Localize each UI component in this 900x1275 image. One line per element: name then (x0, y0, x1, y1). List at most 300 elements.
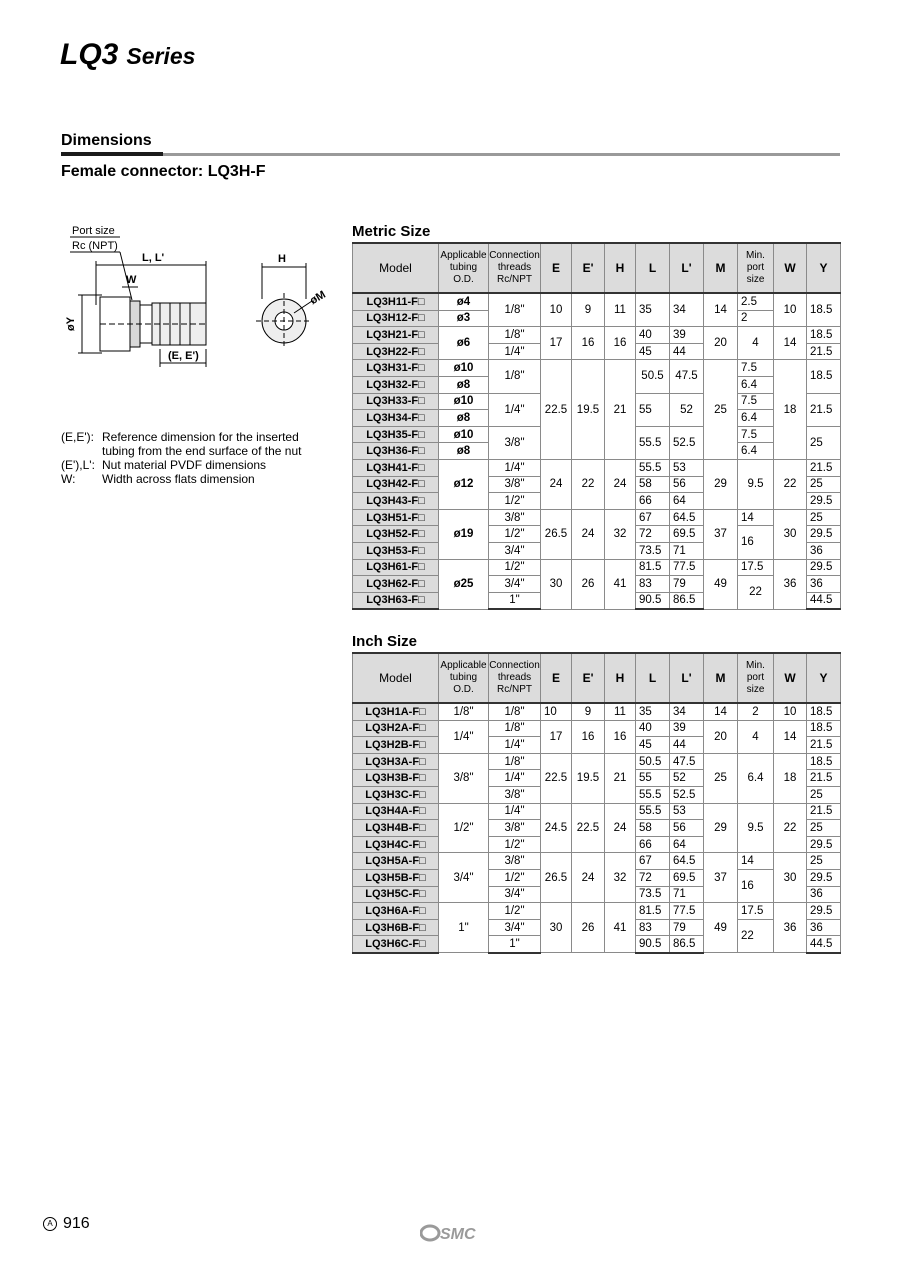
model-cell: LQ3H21-F□ (353, 327, 439, 344)
y-cell: 21.5 (807, 393, 841, 426)
l2-cell: 79 (670, 919, 704, 936)
table-row (353, 509, 841, 526)
diagram-h-label: H (278, 253, 286, 265)
tubing-cell: ø3 (439, 310, 489, 327)
threads-cell: 1" (489, 592, 541, 609)
m-cell: 25 (704, 753, 738, 803)
table-row (353, 720, 841, 737)
l-cell: 73.5 (636, 886, 670, 903)
e-cell: 10 (541, 293, 572, 327)
page-number-text: 916 (63, 1215, 90, 1232)
min-port-cell: 2 (738, 703, 774, 720)
l2-cell: 52.5 (670, 426, 704, 459)
col-h: H (605, 243, 636, 293)
col-min-port: Min. port size (738, 243, 774, 293)
y-cell: 29.5 (807, 493, 841, 510)
col-tubing: Applicable tubing O.D. (439, 653, 489, 703)
min-port-cell: 6.4 (738, 376, 774, 393)
h-cell: 11 (605, 293, 636, 327)
l-cell: 67 (636, 509, 670, 526)
note-key: (E'),L': (61, 458, 95, 472)
threads-cell: 1/4" (489, 770, 541, 787)
l-cell: 55.5 (636, 459, 670, 476)
min-port-cell: 17.5 (738, 903, 774, 920)
table-row (353, 327, 841, 344)
min-port-cell: 6.4 (738, 443, 774, 460)
e-cell: 17 (541, 327, 572, 360)
h-cell: 11 (605, 703, 636, 720)
threads-cell: 1" (489, 936, 541, 953)
min-port-cell: 9.5 (738, 459, 774, 509)
model-cell: LQ3H2A-F□ (353, 720, 439, 737)
threads-cell: 3/8" (489, 786, 541, 803)
model-cell: LQ3H22-F□ (353, 343, 439, 360)
m-cell: 49 (704, 903, 738, 953)
smc-logo (420, 1222, 480, 1244)
model-cell: LQ3H61-F□ (353, 559, 439, 576)
y-cell: 29.5 (807, 869, 841, 886)
l-cell: 50.5 (636, 753, 670, 770)
model-cell: LQ3H4A-F□ (353, 803, 439, 820)
threads-cell: 1/4" (489, 459, 541, 476)
l2-cell: 86.5 (670, 592, 704, 609)
col-y: Y (807, 653, 841, 703)
y-cell: 25 (807, 853, 841, 870)
table-row (353, 293, 841, 310)
diagram-l-label: L, L' (142, 252, 165, 264)
l2-cell: 47.5 (670, 360, 704, 393)
model-cell: LQ3H4C-F□ (353, 836, 439, 853)
threads-cell: 1/2" (489, 559, 541, 576)
diagram-rc-npt: Rc (NPT) (72, 240, 118, 252)
catalog-mark-icon: A (43, 1217, 57, 1231)
series-suffix: Series (126, 43, 196, 69)
note-text: Nut material PVDF dimensions (102, 458, 267, 472)
min-port-cell: 14 (738, 509, 774, 526)
model-cell: LQ3H4B-F□ (353, 820, 439, 837)
note-key: W: (61, 472, 76, 486)
model-cell: LQ3H53-F□ (353, 542, 439, 559)
w-cell: 14 (774, 327, 807, 360)
y-cell: 29.5 (807, 903, 841, 920)
m-cell: 14 (704, 703, 738, 720)
y-cell: 36 (807, 576, 841, 593)
connector-diagram (60, 225, 340, 373)
l2-cell: 79 (670, 576, 704, 593)
e2-cell: 16 (572, 720, 605, 753)
e-cell: 24 (541, 459, 572, 509)
model-cell: LQ3H51-F□ (353, 509, 439, 526)
y-cell: 44.5 (807, 936, 841, 953)
m-cell: 29 (704, 459, 738, 509)
l2-cell: 39 (670, 327, 704, 344)
model-cell: LQ3H63-F□ (353, 592, 439, 609)
y-cell: 21.5 (807, 459, 841, 476)
m-cell: 37 (704, 509, 738, 559)
w-cell: 22 (774, 459, 807, 509)
metric-table (352, 242, 841, 610)
l-cell: 83 (636, 576, 670, 593)
threads-cell: 1/4" (489, 393, 541, 426)
y-cell: 36 (807, 542, 841, 559)
l2-cell: 34 (670, 293, 704, 327)
e-cell: 30 (541, 903, 572, 953)
w-cell: 14 (774, 720, 807, 753)
table-row (353, 903, 841, 920)
l-cell: 35 (636, 293, 670, 327)
y-cell: 36 (807, 919, 841, 936)
tubing-cell: ø10 (439, 426, 489, 443)
l2-cell: 86.5 (670, 936, 704, 953)
col-h: H (605, 653, 636, 703)
l-cell: 83 (636, 919, 670, 936)
min-port-cell: 2 (738, 310, 774, 327)
note-row (61, 472, 302, 486)
y-cell: 25 (807, 786, 841, 803)
model-cell: LQ3H41-F□ (353, 459, 439, 476)
e-cell: 30 (541, 559, 572, 609)
l-cell: 81.5 (636, 559, 670, 576)
w-cell: 36 (774, 559, 807, 609)
col-model: Model (353, 243, 439, 293)
w-cell: 18 (774, 753, 807, 803)
model-cell: LQ3H3A-F□ (353, 753, 439, 770)
y-cell: 44.5 (807, 592, 841, 609)
min-port-cell: 7.5 (738, 393, 774, 410)
tubing-cell: ø8 (439, 410, 489, 427)
model-cell: LQ3H6A-F□ (353, 903, 439, 920)
y-cell: 29.5 (807, 559, 841, 576)
w-cell: 30 (774, 853, 807, 903)
l2-cell: 69.5 (670, 869, 704, 886)
w-cell: 36 (774, 903, 807, 953)
threads-cell: 3/8" (489, 476, 541, 493)
threads-cell: 1/2" (489, 493, 541, 510)
y-cell: 36 (807, 886, 841, 903)
l2-cell: 52.5 (670, 786, 704, 803)
diagram-port-size: Port size (72, 225, 115, 237)
model-cell: LQ3H1A-F□ (353, 703, 439, 720)
tubing-cell: ø8 (439, 443, 489, 460)
threads-cell: 1/8" (489, 293, 541, 327)
model-cell: LQ3H12-F□ (353, 310, 439, 327)
threads-cell: 3/8" (489, 426, 541, 459)
y-cell: 21.5 (807, 803, 841, 820)
m-cell: 20 (704, 327, 738, 360)
min-port-cell: 6.4 (738, 410, 774, 427)
min-port-cell: 22 (738, 576, 774, 610)
y-cell: 21.5 (807, 343, 841, 360)
min-port-cell: 2.5 (738, 293, 774, 310)
tubing-cell: ø12 (439, 459, 489, 509)
y-cell: 18.5 (807, 703, 841, 720)
y-cell: 18.5 (807, 293, 841, 327)
min-port-cell: 16 (738, 526, 774, 559)
h-cell: 16 (605, 327, 636, 360)
table-row (353, 753, 841, 770)
threads-cell: 3/4" (489, 542, 541, 559)
l2-cell: 34 (670, 703, 704, 720)
l-cell: 35 (636, 703, 670, 720)
l-cell: 67 (636, 853, 670, 870)
notes (61, 430, 302, 486)
tubing-cell: ø25 (439, 559, 489, 609)
tubing-cell: ø4 (439, 293, 489, 310)
min-port-cell: 4 (738, 720, 774, 753)
l-cell: 50.5 (636, 360, 670, 393)
l2-cell: 44 (670, 737, 704, 754)
col-w: W (774, 653, 807, 703)
threads-cell: 1/4" (489, 343, 541, 360)
l-cell: 72 (636, 869, 670, 886)
threads-cell: 1/2" (489, 903, 541, 920)
col-e2: E' (572, 653, 605, 703)
threads-cell: 3/8" (489, 509, 541, 526)
model-cell: LQ3H5B-F□ (353, 869, 439, 886)
col-l2: L' (670, 243, 704, 293)
l-cell: 45 (636, 343, 670, 360)
model-cell: LQ3H31-F□ (353, 360, 439, 377)
y-cell: 25 (807, 820, 841, 837)
l-cell: 58 (636, 820, 670, 837)
e-cell: 26.5 (541, 509, 572, 559)
l2-cell: 69.5 (670, 526, 704, 543)
e-cell: 26.5 (541, 853, 572, 903)
tubing-cell: ø8 (439, 376, 489, 393)
e2-cell: 16 (572, 327, 605, 360)
col-l: L (636, 243, 670, 293)
min-port-cell: 14 (738, 853, 774, 870)
col-l2: L' (670, 653, 704, 703)
threads-cell: 1/8" (489, 753, 541, 770)
model-cell: LQ3H34-F□ (353, 410, 439, 427)
col-l: L (636, 653, 670, 703)
y-cell: 25 (807, 426, 841, 459)
min-port-cell: 22 (738, 919, 774, 953)
diagram-m-label: øM (308, 288, 328, 308)
l-cell: 55 (636, 393, 670, 426)
l-cell: 72 (636, 526, 670, 543)
model-cell: LQ3H32-F□ (353, 376, 439, 393)
h-cell: 24 (605, 459, 636, 509)
series-title (60, 38, 195, 72)
model-cell: LQ3H5A-F□ (353, 853, 439, 870)
col-e2: E' (572, 243, 605, 293)
l2-cell: 64.5 (670, 853, 704, 870)
model-cell: LQ3H3C-F□ (353, 786, 439, 803)
e2-cell: 26 (572, 903, 605, 953)
min-port-cell: 6.4 (738, 753, 774, 803)
threads-cell: 1/8" (489, 327, 541, 344)
e2-cell: 22 (572, 459, 605, 509)
table-row (353, 853, 841, 870)
min-port-cell: 16 (738, 869, 774, 902)
min-port-cell: 17.5 (738, 559, 774, 576)
h-cell: 16 (605, 720, 636, 753)
model-cell: LQ3H3B-F□ (353, 770, 439, 787)
table-row (353, 360, 841, 377)
m-cell: 14 (704, 293, 738, 327)
threads-cell: 1/2" (489, 836, 541, 853)
e2-cell: 24 (572, 853, 605, 903)
e-cell: 22.5 (541, 360, 572, 460)
h-cell: 24 (605, 803, 636, 853)
tubing-cell: ø19 (439, 509, 489, 559)
m-cell: 20 (704, 720, 738, 753)
threads-cell: 3/8" (489, 853, 541, 870)
threads-cell: 1/4" (489, 737, 541, 754)
e2-cell: 26 (572, 559, 605, 609)
model-cell: LQ3H52-F□ (353, 526, 439, 543)
l2-cell: 53 (670, 803, 704, 820)
table-row (353, 559, 841, 576)
l-cell: 40 (636, 327, 670, 344)
e-cell: 22.5 (541, 753, 572, 803)
l2-cell: 56 (670, 820, 704, 837)
l2-cell: 52 (670, 393, 704, 426)
note-row (61, 458, 302, 472)
l-cell: 66 (636, 836, 670, 853)
l-cell: 90.5 (636, 592, 670, 609)
l-cell: 55.5 (636, 803, 670, 820)
col-m: M (704, 653, 738, 703)
note-text: Width across flats dimension (102, 472, 255, 486)
y-cell: 18.5 (807, 720, 841, 737)
min-port-cell: 4 (738, 327, 774, 360)
l2-cell: 77.5 (670, 559, 704, 576)
h-cell: 21 (605, 360, 636, 460)
l2-cell: 64 (670, 836, 704, 853)
l2-cell: 53 (670, 459, 704, 476)
note-text: Reference dimension for the inserted tubing from the end surface of the nut (102, 430, 302, 458)
threads-cell: 1/2" (489, 526, 541, 543)
section-rule-dark (61, 152, 163, 156)
e2-cell: 24 (572, 509, 605, 559)
l2-cell: 56 (670, 476, 704, 493)
l2-cell: 39 (670, 720, 704, 737)
m-cell: 25 (704, 360, 738, 460)
col-threads: Connection threads Rc/NPT (489, 243, 541, 293)
model-cell: LQ3H2B-F□ (353, 737, 439, 754)
page-number (43, 1215, 90, 1233)
y-cell: 25 (807, 509, 841, 526)
y-cell: 25 (807, 476, 841, 493)
e2-cell: 9 (572, 293, 605, 327)
model-cell: LQ3H5C-F□ (353, 886, 439, 903)
l2-cell: 71 (670, 886, 704, 903)
model-cell: LQ3H6B-F□ (353, 919, 439, 936)
y-cell: 18.5 (807, 753, 841, 770)
table-row (353, 803, 841, 820)
h-cell: 21 (605, 753, 636, 803)
l2-cell: 64.5 (670, 509, 704, 526)
threads-cell: 3/4" (489, 886, 541, 903)
l2-cell: 64 (670, 493, 704, 510)
model-cell: LQ3H11-F□ (353, 293, 439, 310)
model-cell: LQ3H6C-F□ (353, 936, 439, 953)
model-cell: LQ3H35-F□ (353, 426, 439, 443)
l2-cell: 44 (670, 343, 704, 360)
y-cell: 29.5 (807, 836, 841, 853)
h-cell: 32 (605, 853, 636, 903)
model-cell: LQ3H36-F□ (353, 443, 439, 460)
w-cell: 10 (774, 293, 807, 327)
tubing-cell: 1/4" (439, 720, 489, 753)
col-y: Y (807, 243, 841, 293)
h-cell: 41 (605, 559, 636, 609)
w-cell: 10 (774, 703, 807, 720)
col-tubing: Applicable tubing O.D. (439, 243, 489, 293)
series-name: LQ3 (60, 38, 119, 71)
h-cell: 32 (605, 509, 636, 559)
y-cell: 18.5 (807, 360, 841, 393)
e2-cell: 19.5 (572, 360, 605, 460)
l-cell: 66 (636, 493, 670, 510)
section-rule-light (163, 153, 840, 156)
e2-cell: 22.5 (572, 803, 605, 853)
tubing-cell: 3/8" (439, 753, 489, 803)
metric-title: Metric Size (352, 223, 431, 240)
tubing-cell: ø6 (439, 327, 489, 360)
m-cell: 49 (704, 559, 738, 609)
model-cell: LQ3H43-F□ (353, 493, 439, 510)
model-cell: LQ3H33-F□ (353, 393, 439, 410)
diagram-w-label: W (126, 274, 137, 286)
col-e: E (541, 243, 572, 293)
l-cell: 73.5 (636, 542, 670, 559)
note-key: (E,E'): (61, 430, 94, 444)
col-model: Model (353, 653, 439, 703)
tubing-cell: ø10 (439, 393, 489, 410)
l-cell: 55 (636, 770, 670, 787)
w-cell: 22 (774, 803, 807, 853)
tubing-cell: 1/2" (439, 803, 489, 853)
col-e: E (541, 653, 572, 703)
w-cell: 18 (774, 360, 807, 460)
h-cell: 41 (605, 903, 636, 953)
y-cell: 21.5 (807, 737, 841, 754)
table-row (353, 459, 841, 476)
col-w: W (774, 243, 807, 293)
w-cell: 30 (774, 509, 807, 559)
l2-cell: 71 (670, 542, 704, 559)
min-port-cell: 9.5 (738, 803, 774, 853)
l-cell: 90.5 (636, 936, 670, 953)
m-cell: 29 (704, 803, 738, 853)
note-row (61, 430, 302, 458)
min-port-cell: 7.5 (738, 426, 774, 443)
threads-cell: 3/8" (489, 820, 541, 837)
tubing-cell: 3/4" (439, 853, 489, 903)
l-cell: 81.5 (636, 903, 670, 920)
e-cell: 10 (541, 703, 572, 720)
col-m: M (704, 243, 738, 293)
min-port-cell: 7.5 (738, 360, 774, 377)
diagram-y-label: øY (65, 316, 77, 331)
threads-cell: 1/2" (489, 869, 541, 886)
threads-cell: 1/8" (489, 703, 541, 720)
l-cell: 40 (636, 720, 670, 737)
threads-cell: 1/4" (489, 803, 541, 820)
section-title: Dimensions (61, 132, 152, 149)
e-cell: 24.5 (541, 803, 572, 853)
y-cell: 29.5 (807, 526, 841, 543)
inch-title: Inch Size (352, 633, 418, 650)
l2-cell: 52 (670, 770, 704, 787)
col-threads: Connection threads Rc/NPT (489, 653, 541, 703)
l-cell: 55.5 (636, 786, 670, 803)
l-cell: 45 (636, 737, 670, 754)
